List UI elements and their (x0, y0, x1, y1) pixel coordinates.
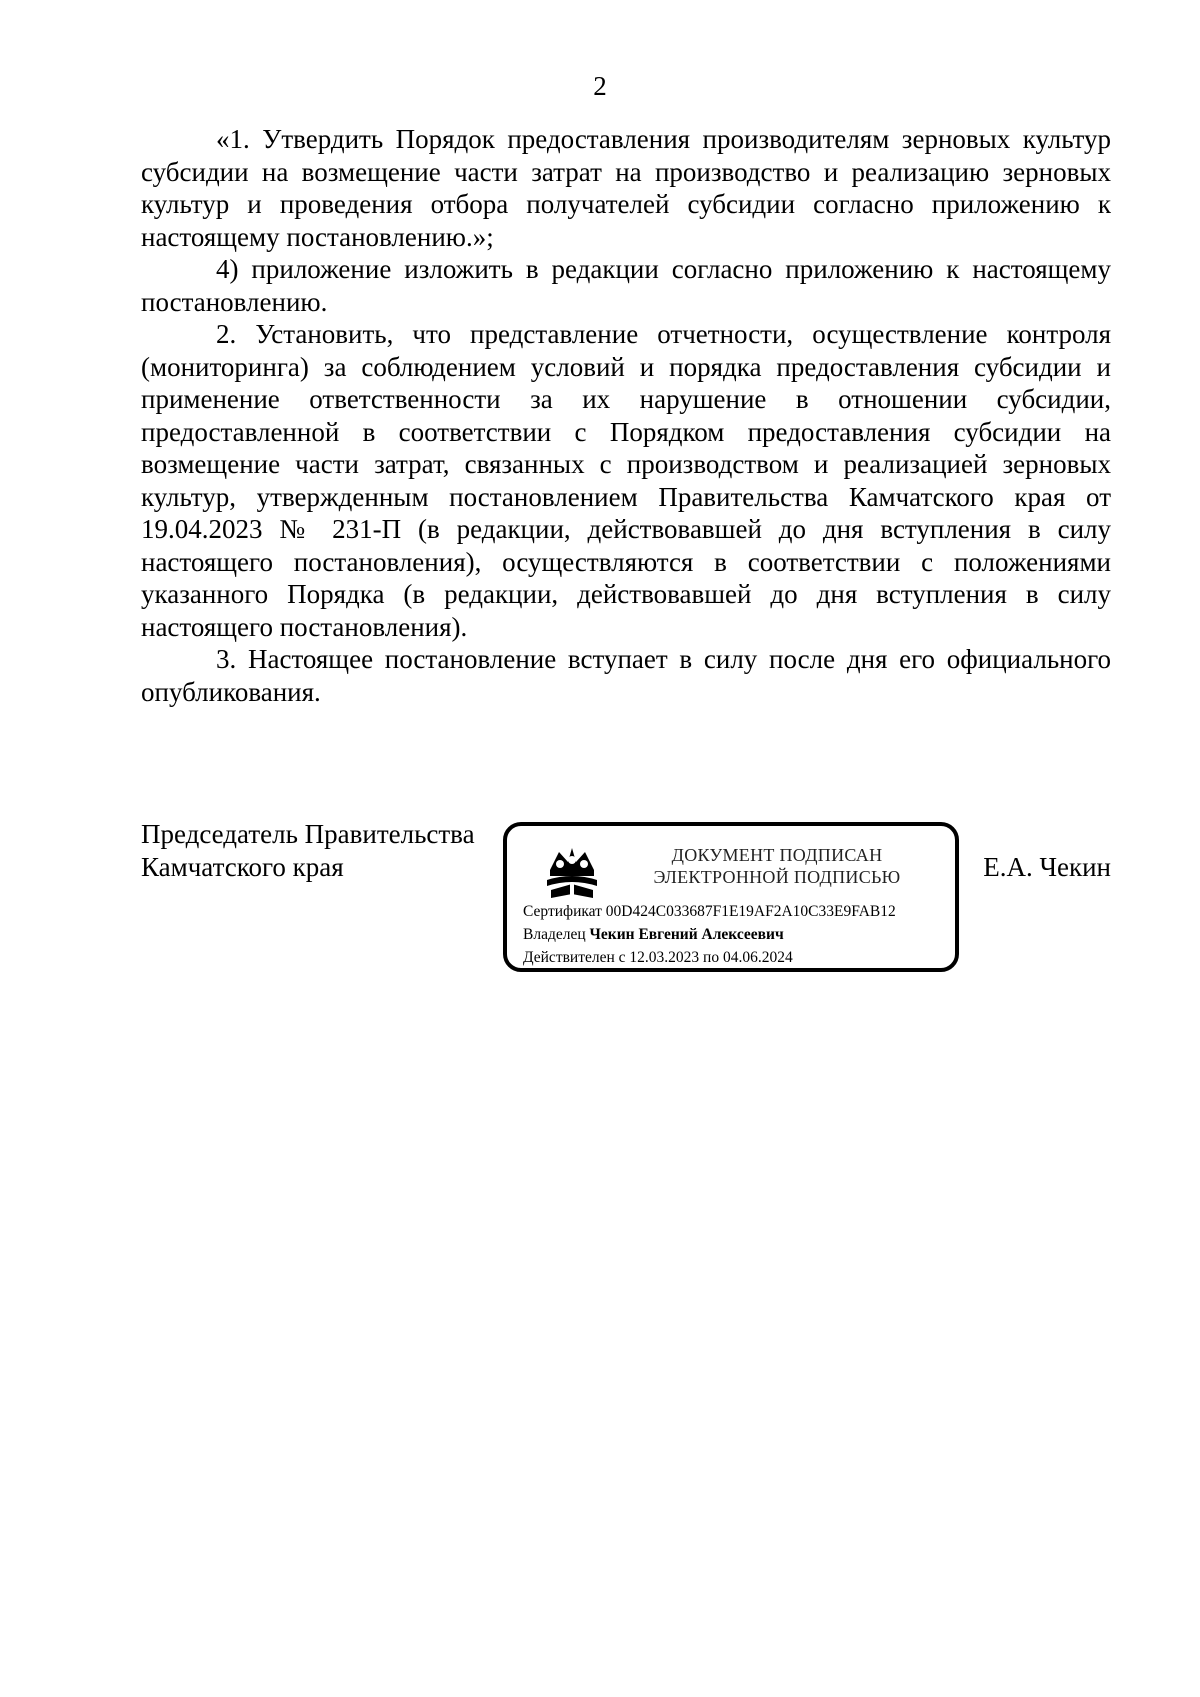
certificate-value: 00D424C033687F1E19AF2A10C33E9FAB12 (605, 903, 896, 920)
page-number: 2 (593, 71, 607, 101)
kamchatka-coat-of-arms-icon (543, 840, 601, 902)
certificate-label: Сертификат (523, 903, 602, 920)
electronic-signature-stamp (503, 822, 959, 972)
signer-position (141, 818, 475, 884)
stamp-heading-line-2: ЭЛЕКТРОННОЙ ПОДПИСЬЮ (653, 867, 901, 887)
paragraph-item-4: 4) приложение изложить в редакции согласно приложению к настоящему постановлению. (141, 254, 1111, 317)
stamp-certificate (523, 902, 896, 922)
owner-value: Чекин Евгений Алексеевич (589, 926, 784, 943)
valid-label: Действителен с (523, 949, 626, 966)
paragraph-item-3: 3. Настоящее постановление вступает в силу после дня его официального опубликования. (141, 644, 1111, 707)
valid-to-label: по (703, 949, 720, 966)
signer-position-line-2: Камчатского края (141, 852, 344, 882)
owner-label: Владелец (523, 926, 586, 943)
paragraph-item-2: 2. Установить, что представление отчетности, осуществление контроля (мониторинга) за соблюдением условий и порядка предоставления субсидии и применение ответственности за их нарушение в отношении субсидии, предоставленной в соответствии с Порядком предоставления субсидии на возмещение части затрат, связанных с производством и реализацией зерновых культур, утвержденным постановлением Правительства Камчатского края от 19.04.2023 № 231-П (в редакции, действовавшей до дня вступления в силу настоящего постановления), осуществляются в соответствии с положениями указанного Порядка (в редакции, действовавшей до дня вступления в силу настоящего постановления). (141, 319, 1111, 642)
signer-position-line-1: Председатель Правительства (141, 819, 475, 849)
valid-to: 04.06.2024 (722, 949, 793, 966)
signer-name: Е.А. Чекин (983, 852, 1111, 882)
stamp-heading-line-1: ДОКУМЕНТ ПОДПИСАН (671, 845, 883, 865)
valid-from: 12.03.2023 (629, 949, 700, 966)
document-body (141, 123, 1111, 708)
stamp-owner (523, 925, 784, 945)
stamp-validity (523, 948, 793, 968)
stamp-heading (617, 844, 937, 888)
paragraph-item-1: «1. Утвердить Порядок предоставления производителям зерновых культур субсидии на возмещение части затрат на производство и реализацию зерновых культур и проведения отбора получателей субсидии согласно приложению к настоящему постановлению.»; (141, 124, 1111, 252)
